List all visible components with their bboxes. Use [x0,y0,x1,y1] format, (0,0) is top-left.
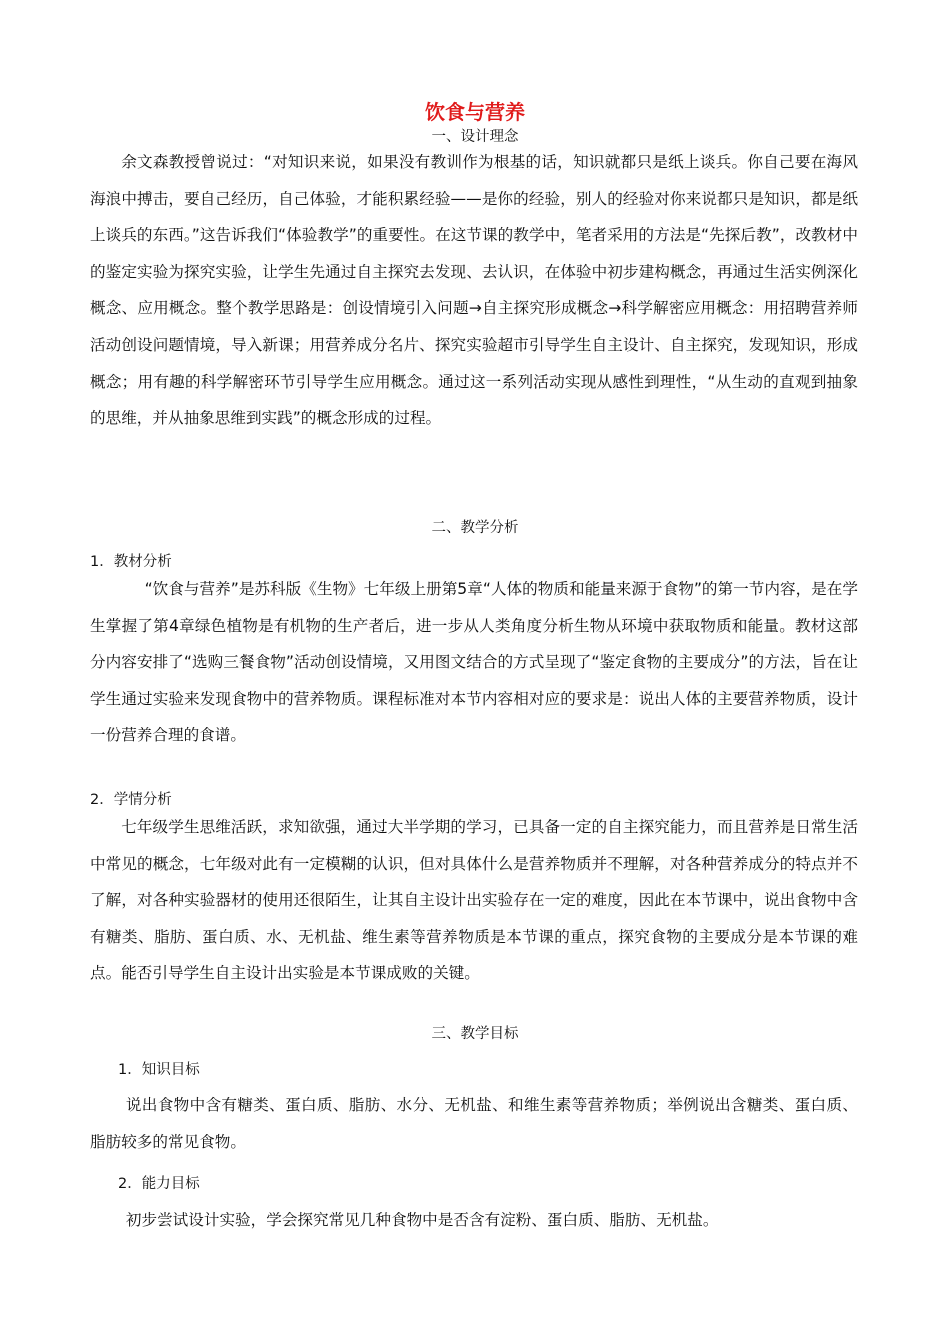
student-analysis-paragraph: 七年级学生思维活跃，求知欲强，通过大半学期的学习，已具备一定的自主探究能力，而且营养是日常生活中常见的概念，七年级对此有一定模糊的认识，但对具体什么是营养物质并不理解，对各种营养成分的特点并不了解，对各种实验器材的使用还很陌生，让其自主设计出实验存在一定的难度，因此在本节课中，说出食物中含有糖类、脂肪、蛋白质、水、无机盐、维生素等营养物质是本节课的重点，探究食物的主要成分是本节课的难点。能否引导学生自主设计出实验是本节课成败的关键。 [90,818,858,983]
subheading-ability-goal: 2．能力目标 [118,1176,200,1192]
design-concept-paragraph: 余文森教授曾说过：“对知识来说，如果没有教训作为根基的话，知识就都只是纸上谈兵。你自己要在海风海浪中搏击，要自己经历，自己体验，才能积累经验——是你的经验，别人的经验对你来说都只是知识，都是纸上谈兵的东西。”这告诉我们“体验教学”的重要性。在这节课的教学中，笔者采用的方法是“先探后教”，改教材中的鉴定实验为探究实验，让学生先通过自主探究去发现、去认识，在体验中初步建构概念，再通过生活实例深化概念、应用概念。整个教学思路是：创设情境引入问题→自主探究形成概念→科学解密应用概念：用招聘营养师活动创设问题情境，导入新课；用营养成分名片、探究实验超市引导学生自主设计、自主探究，发现知识，形成概念；用有趣的科学解密环节引导学生应用概念。通过这一系列活动实现从感性到理性，“从生动的直观到抽象的思维，并从抽象思维到实践”的概念形成的过程。 [90,153,858,428]
ability-goal-paragraph: 初步尝试设计实验，学会探究常见几种食物中是否含有淀粉、蛋白质、脂肪、无机盐。 [125,1211,719,1229]
subheading-textbook-analysis: 1．教材分析 [90,554,172,570]
subheading-student-analysis: 2．学情分析 [90,792,172,808]
subheading-knowledge-goal: 1．知识目标 [118,1062,200,1078]
textbook-analysis-paragraph: “饮食与营养”是苏科版《生物》七年级上册第5章“人体的物质和能量来源于食物”的第一节内容，是在学生掌握了第4章绿色植物是有机物的生产者后，进一步从人类角度分析生物从环境中获取物质和能量。教材这部分内容安排了“选购三餐食物”活动创设情境，又用图文结合的方式呈现了“鉴定食物的主要成分”的方法，旨在让学生通过实验来发现食物中的营养物质。课程标准对本节内容相对应的要求是：说出人体的主要营养物质，设计一份营养合理的食谱。 [90,580,858,745]
section-heading-teaching-analysis: 二、教学分析 [431,520,519,536]
section-heading-teaching-goals: 三、教学目标 [431,1026,519,1042]
document-title: 饮食与营养 [425,100,525,124]
section-heading-design-concept: 一、设计理念 [431,129,519,145]
knowledge-goal-paragraph: 说出食物中含有糖类、蛋白质、脂肪、水分、无机盐、和维生素等营养物质；举例说出含糖类、蛋白质、脂肪较多的常见食物。 [90,1096,858,1151]
